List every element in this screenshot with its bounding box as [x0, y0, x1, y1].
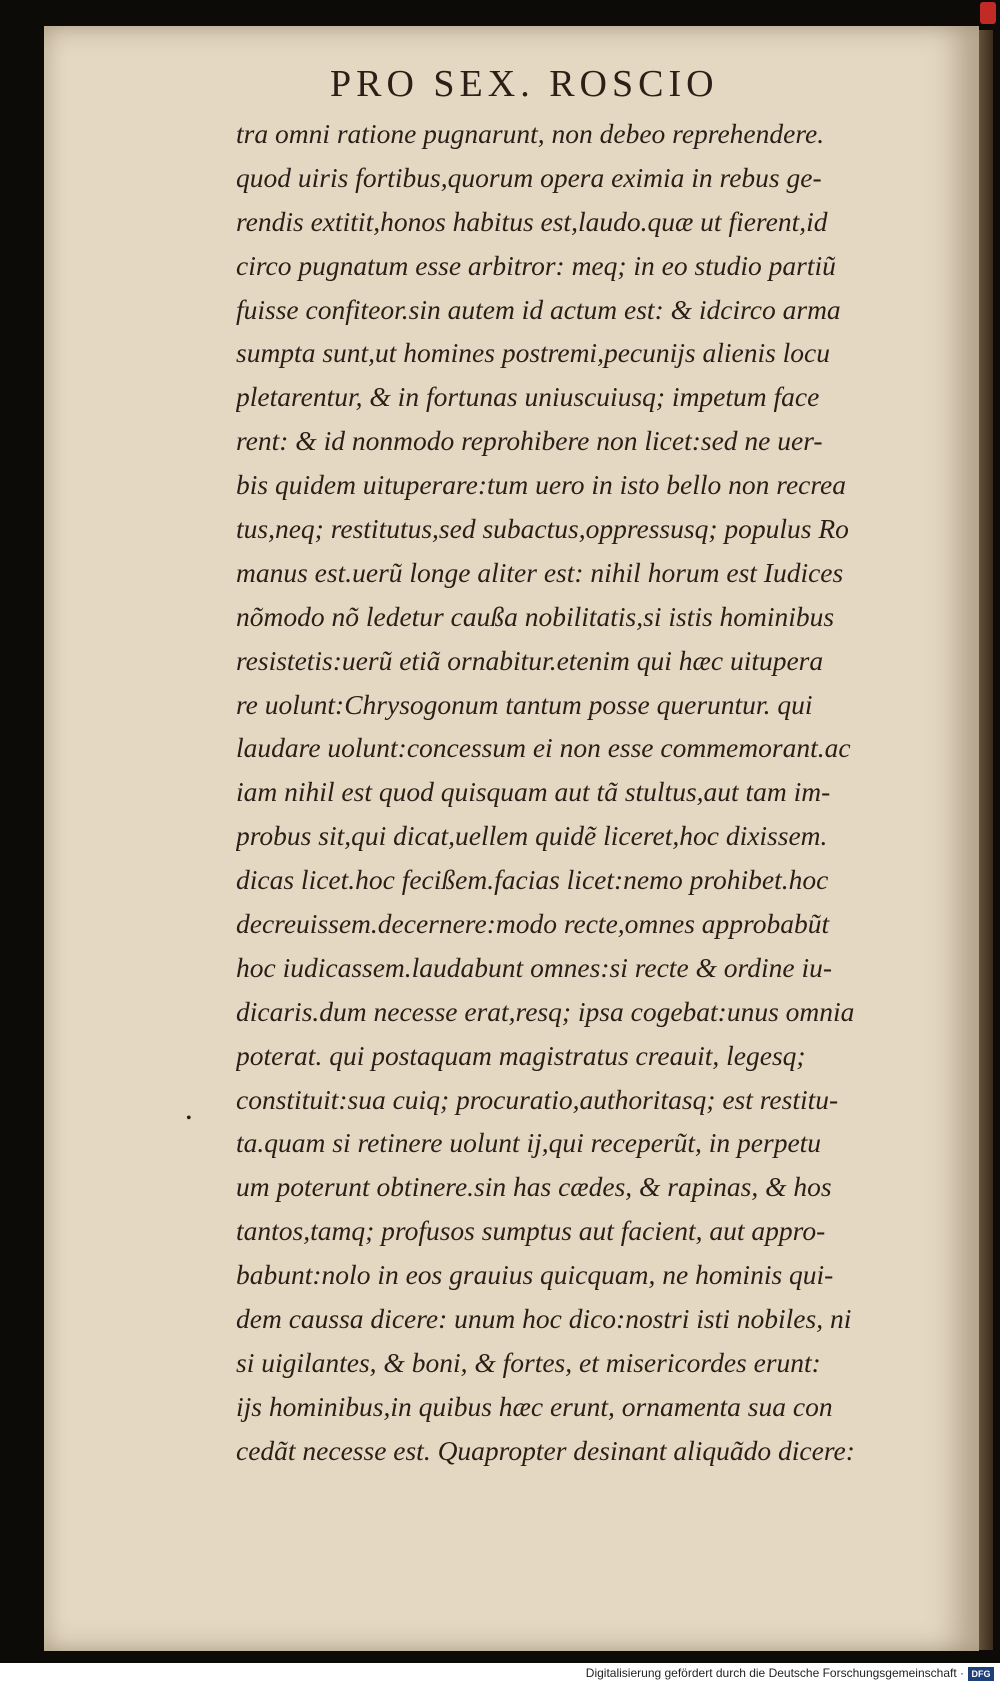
text-line: rent: & id nonmodo reprohibere non licet:sed ne uer- [236, 425, 823, 457]
text-line: dicas licet.hoc fecißem.facias licet:nemo prohibet.hoc [236, 864, 829, 896]
text-line: fuisse confiteor.sin autem id actum est: & idcirco arma [236, 293, 841, 325]
text-line: quod uiris fortibus,quorum opera eximia in rebus ge- [236, 161, 822, 193]
page-header: PRO SEX. ROSCIO [330, 63, 719, 105]
text-line: laudare uolunt:concessum ei non esse commemorant.ac [236, 732, 851, 764]
text-line: pletarentur, & in fortunas uniuscuiusq; impetum face [236, 381, 820, 413]
text-line: circo pugnatum esse arbitror: meq; in eo studio partiũ [236, 249, 836, 281]
text-block [236, 112, 951, 1473]
text-line: cedãt necesse est. Quapropter desinant aliquãdo dicere: [236, 1434, 855, 1466]
text-line: probus sit,qui dicat,uellem quidẽ liceret,hoc dixissem. [236, 820, 828, 852]
text-line: si uigilantes, & boni, & fortes, et misericordes erunt: [236, 1346, 821, 1378]
text-line: um poterunt obtinere.sin has cædes, & rapinas, & hos [236, 1171, 832, 1203]
color-marker [980, 2, 996, 24]
text-line: nõmodo nõ ledetur caußa nobilitatis,si istis hominibus [236, 600, 835, 632]
dfg-logo-icon: DFG [968, 1667, 994, 1681]
text-line: rendis extitit,honos habitus est,laudo.quæ ut fierent,id [236, 205, 828, 237]
text-line: tus,neq; restitutus,sed subactus,oppressusq; populus Ro [236, 513, 849, 545]
text-line: sumpta sunt,ut homines postremi,pecunijs alienis locu [236, 337, 831, 369]
text-line: iam nihil est quod quisquam aut tã stultus,aut tam im- [236, 776, 831, 808]
text-line: hoc iudicassem.laudabunt omnes:si recte & ordine iu- [236, 951, 832, 983]
text-line: tra omni ratione pugnarunt, non debeo reprehendere. [236, 118, 825, 149]
text-line: ijs hominibus,in quibus hæc erunt, ornamenta sua con [236, 1390, 833, 1422]
funding-notice: Digitalisierung gefördert durch die Deutsche Forschungsgemeinschaft · [585, 1666, 964, 1680]
text-line: dem caussa dicere: unum hoc dico:nostri isti nobiles, ni [236, 1303, 852, 1335]
text-line: re uolunt:Chrysogonum tantum posse queruntur. qui [236, 688, 813, 720]
text-line: resistetis:uerũ etiã ornabitur.etenim qui hæc uitupera [236, 644, 824, 676]
text-line: poterat. qui postaquam magistratus creauit, legesq; [236, 1039, 806, 1071]
text-line: babunt:nolo in eos grauius quicquam, ne hominis qui- [236, 1259, 834, 1291]
text-line: ta.quam si retinere uolunt ij,qui receperũt, in perpetu [236, 1127, 822, 1159]
margin-mark: • [186, 1110, 192, 1127]
text-line: bis quidem uituperare:tum uero in isto bello non recrea [236, 469, 847, 501]
text-line: dicaris.dum necesse erat,resq; ipsa cogebat:unus omnia [236, 995, 855, 1027]
text-line: tantos,tamq; profusos sumptus aut facient, aut appro- [236, 1215, 826, 1247]
text-line: constituit:sua cuiq; procuratio,authoritasq; est restitu- [236, 1083, 839, 1115]
text-line: manus est.uerũ longe aliter est: nihil horum est Iudices [236, 556, 844, 588]
text-line: decreuissem.decernere:modo recte,omnes approbabũt [236, 908, 830, 940]
digitization-footer [0, 1663, 1000, 1687]
